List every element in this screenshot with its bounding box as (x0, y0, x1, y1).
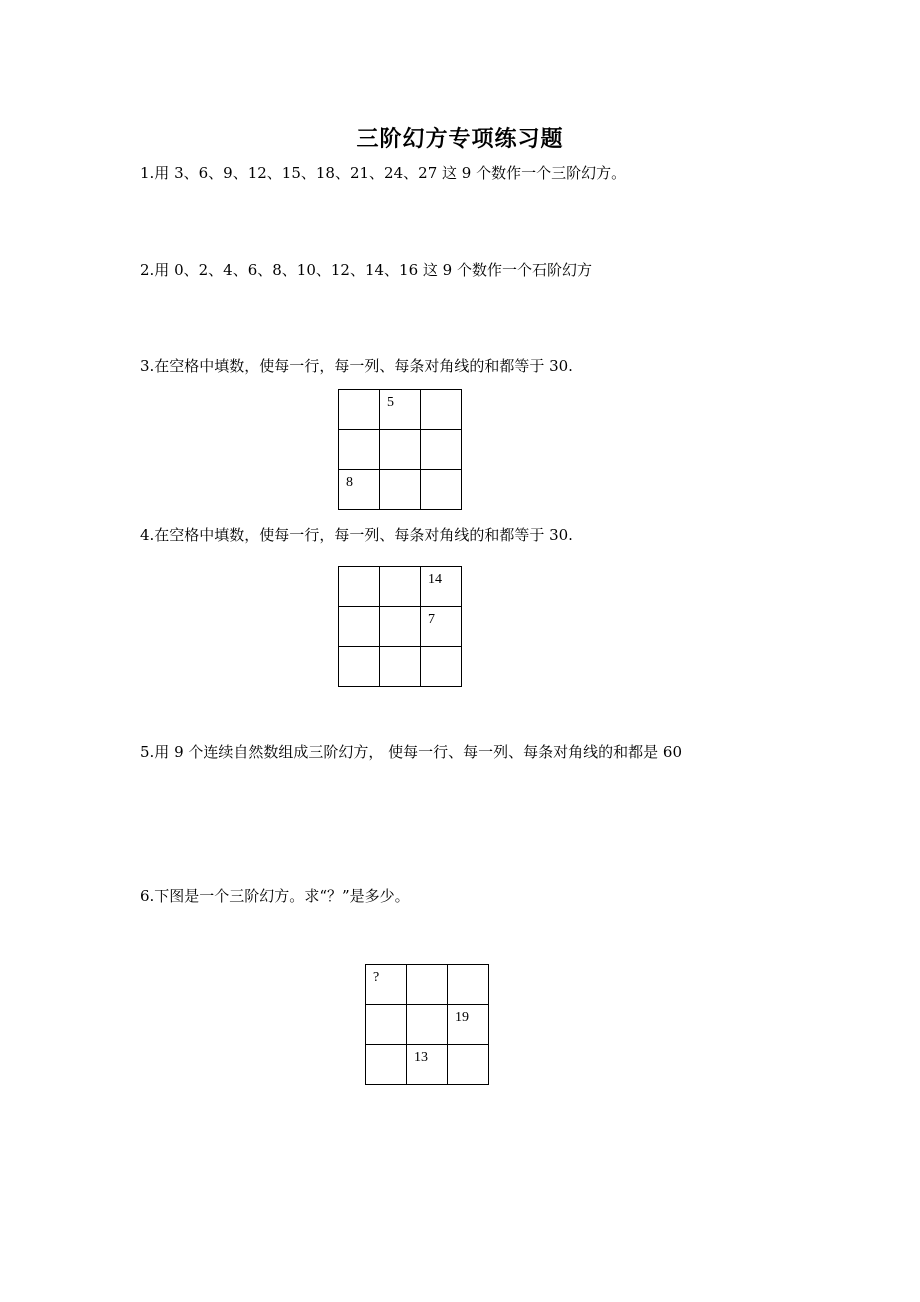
grid-cell[interactable] (366, 1045, 407, 1085)
magic-square-grid-3 (338, 389, 462, 510)
grid-cell[interactable] (339, 390, 380, 430)
grid-cell[interactable] (380, 607, 421, 647)
grid-cell[interactable] (448, 1045, 489, 1085)
question-5: 5.用 9 个连续自然数组成三阶幻方， 使每一行、每一列、每条对角线的和都是 60 (140, 743, 683, 761)
grid-cell[interactable] (339, 607, 380, 647)
grid-cell[interactable] (421, 470, 462, 510)
grid-cell[interactable]: ? (366, 965, 407, 1005)
grid-cell[interactable] (380, 470, 421, 510)
grid-cell[interactable] (421, 390, 462, 430)
question-4: 4.在空格中填数，使每一行，每一列、每条对角线的和都等于 30. (140, 526, 573, 544)
grid-cell[interactable]: 7 (421, 607, 462, 647)
grid-cell[interactable] (407, 1005, 448, 1045)
magic-square-grid-6 (365, 964, 489, 1085)
grid-cell[interactable] (366, 1005, 407, 1045)
grid-cell[interactable]: 14 (421, 567, 462, 607)
question-6: 6.下图是一个三阶幻方。求“？”是多少。 (140, 887, 410, 905)
grid-cell[interactable] (339, 430, 380, 470)
grid-cell[interactable] (448, 965, 489, 1005)
question-3: 3.在空格中填数，使每一行，每一列、每条对角线的和都等于 30. (140, 357, 573, 375)
grid-cell[interactable]: 5 (380, 390, 421, 430)
grid-cell[interactable]: 13 (407, 1045, 448, 1085)
grid-cell[interactable]: 19 (448, 1005, 489, 1045)
grid-cell[interactable] (421, 647, 462, 687)
question-2: 2.用 0、2、4、6、8、10、12、14、16 这 9 个数作一个石阶幻方 (140, 261, 592, 279)
grid-cell[interactable] (380, 430, 421, 470)
magic-square-grid-4 (338, 566, 462, 687)
worksheet-title: 三阶幻方专项练习题 (356, 126, 564, 152)
grid-cell[interactable]: 8 (339, 470, 380, 510)
grid-cell[interactable] (407, 965, 448, 1005)
grid-cell[interactable] (339, 647, 380, 687)
grid-cell[interactable] (380, 647, 421, 687)
grid-cell[interactable] (339, 567, 380, 607)
grid-cell[interactable] (380, 567, 421, 607)
grid-cell[interactable] (421, 430, 462, 470)
question-1: 1.用 3、6、9、12、15、18、21、24、27 这 9 个数作一个三阶幻方。 (140, 164, 627, 182)
